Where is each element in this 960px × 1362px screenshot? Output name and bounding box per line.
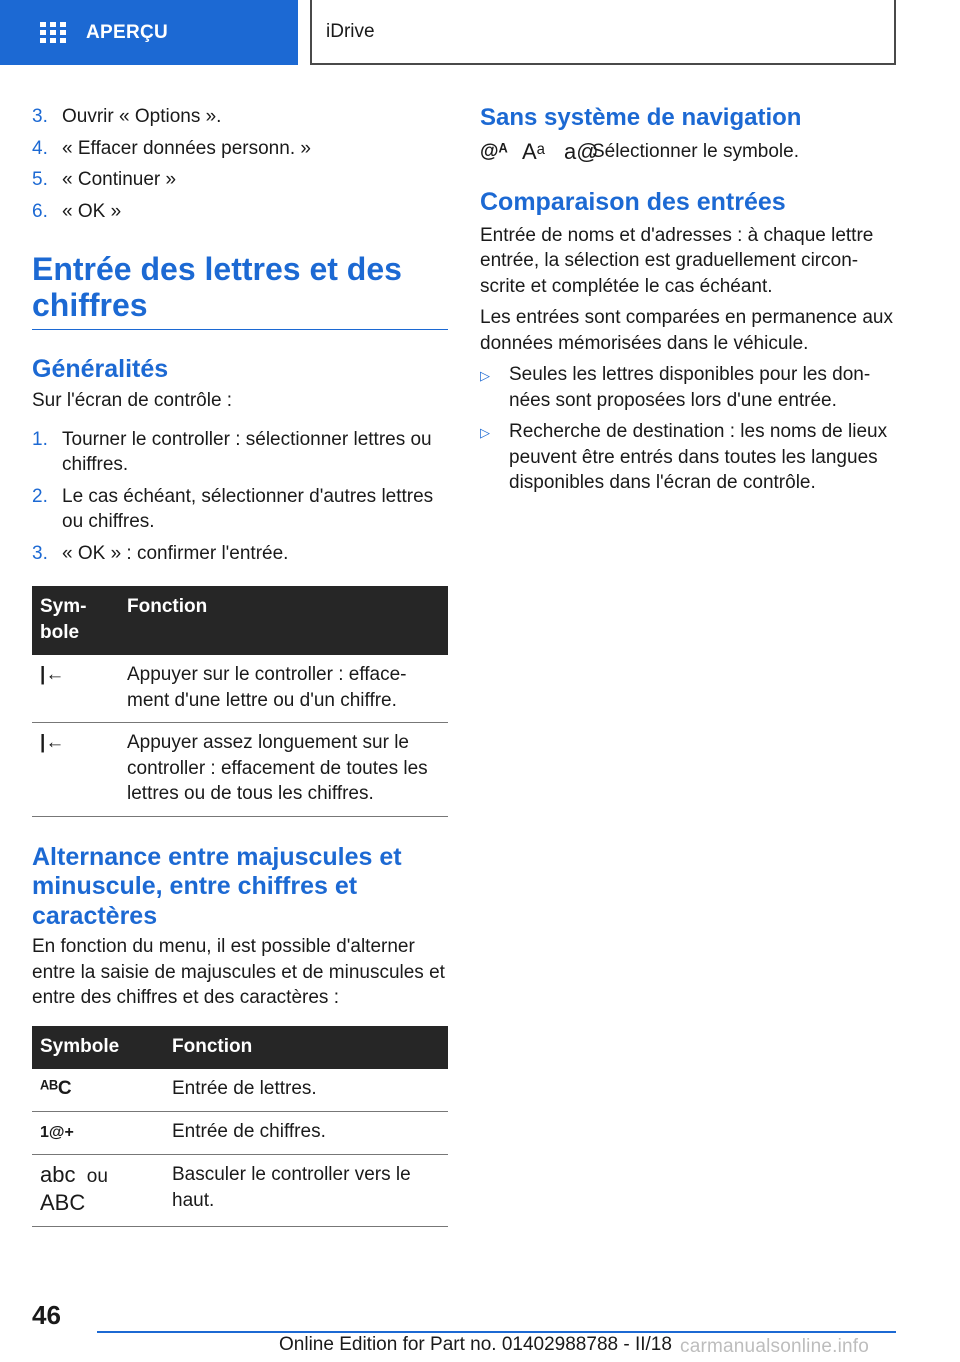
step-text: « OK » — [62, 200, 122, 222]
footer-edition: Online Edition for Part no. 01402988788 - II/18 — [279, 1334, 672, 1355]
delete-symbols-table — [32, 586, 448, 817]
list-item — [32, 427, 448, 478]
list-item — [32, 484, 448, 535]
or-text: ou — [86, 1166, 108, 1187]
step-number: 6. — [32, 200, 48, 222]
table-header-row — [32, 1026, 448, 1070]
header-text: bole — [40, 621, 80, 643]
table-row — [32, 1069, 448, 1111]
general-heading: Généralités — [32, 355, 169, 383]
alternance-text: En fonction du menu, il est possible d'alterner entre la saisie de majuscules et de minuscules et entre des chiffres et des caractères : — [32, 936, 445, 1008]
uppercase-icon: ABC — [40, 1189, 86, 1215]
table-row — [32, 655, 448, 723]
table-header-function: Fonction — [119, 586, 448, 655]
table-cell-symbol — [32, 1069, 164, 1111]
backspace-icon: |← — [40, 664, 65, 685]
table-row — [32, 1155, 448, 1227]
bullet-text: Recherche de destination : les noms de lieux peuvent être entrés dans toutes les langues disponibles dans l'écran de contrôle. — [509, 421, 888, 493]
watermark: carmanualsonline.info — [680, 1336, 870, 1357]
bullet-text: Seules les lettres disponibles pour les don-nées sont proposées lors d'une entrée. — [509, 364, 871, 411]
general-intro: Sur l'écran de contrôle : — [32, 390, 233, 411]
table-header-row — [32, 586, 448, 655]
comparison-heading: Comparaison des entrées — [480, 187, 786, 216]
step-number: 3. — [32, 106, 48, 127]
general-steps-list — [32, 427, 448, 567]
table-header-symbol: Symbole — [32, 1026, 164, 1070]
nav-symbols-row — [480, 139, 898, 165]
left-column — [32, 100, 448, 1227]
header-text: Sym- — [40, 596, 87, 617]
step-text: Ouvrir « Options ». — [62, 106, 222, 127]
main-heading — [32, 251, 448, 330]
case-symbols-table — [32, 1026, 448, 1228]
steps-top-list — [32, 104, 448, 224]
grid-icon — [40, 22, 66, 44]
nav-heading: Sans système de navigation — [480, 104, 802, 131]
table-header-function: Fonction — [164, 1026, 448, 1070]
triangle-bullet-icon: ▷ — [480, 425, 490, 440]
table-cell-symbol — [32, 1155, 164, 1227]
step-number: 4. — [32, 137, 48, 159]
step-number: 2. — [32, 485, 48, 507]
list-item — [32, 541, 448, 567]
right-column — [480, 100, 898, 496]
overview-tab[interactable] — [0, 0, 298, 65]
alternance-heading: Alternance entre majuscules et minuscule, entre chiffres et caractères — [32, 842, 402, 930]
table-header-symbol — [32, 586, 119, 655]
digits-icon: 1@+ — [40, 1123, 74, 1141]
main-heading-line: Entrée des lettres et des — [32, 251, 402, 287]
nav-text: Sélectionner le symbole. — [592, 141, 799, 162]
letters-icon: ᴬᴮC — [40, 1078, 72, 1099]
table-cell-function: Appuyer sur le controller : efface-ment d'une lettre ou d'un chiffre. — [119, 655, 448, 723]
table-cell-function: Appuyer assez longuement sur le controller : effacement de toutes les lettres ou de tous les chiffres. — [119, 723, 448, 817]
lowercase-icon: abc — [40, 1162, 76, 1187]
comparison-paragraph: Les entrées sont comparées en permanence aux données mémorisées dans le véhicule. — [480, 307, 893, 354]
table-cell-function: Entrée de chiffres. — [164, 1111, 448, 1155]
table-cell-function: Basculer le controller vers le haut. — [164, 1155, 448, 1227]
main-heading-line: chiffres — [32, 287, 148, 323]
page-number: 46 — [32, 1300, 61, 1330]
step-number: 1. — [32, 428, 48, 450]
uppercase-a-icon: Aᵃ — [522, 139, 545, 164]
step-text: « Continuer » — [62, 169, 177, 190]
backspace-icon: |← — [40, 732, 65, 753]
footer-divider — [97, 1331, 896, 1333]
overview-tab-label: APERÇU — [86, 21, 169, 43]
list-item — [32, 167, 448, 193]
comparison-bullets — [480, 362, 898, 496]
table-row — [32, 723, 448, 817]
table-cell-symbol — [32, 723, 119, 817]
list-item — [480, 419, 898, 496]
step-number: 5. — [32, 169, 48, 190]
step-text: « OK » : confirmer l'entrée. — [62, 542, 289, 564]
table-cell-symbol — [32, 1111, 164, 1155]
step-text: Tourner le controller : sélectionner lettres ou chiffres. — [62, 428, 432, 475]
list-item — [32, 199, 448, 225]
lowercase-a-icon: a@ — [564, 139, 599, 164]
step-text: Le cas échéant, sélectionner d'autres lettres ou chiffres. — [62, 485, 434, 532]
table-cell-function: Entrée de lettres. — [164, 1069, 448, 1111]
section-title: iDrive — [310, 0, 896, 65]
list-item — [32, 136, 448, 162]
step-number: 3. — [32, 542, 48, 564]
step-text: « Effacer données personn. » — [62, 137, 311, 159]
table-cell-symbol — [32, 655, 119, 723]
triangle-bullet-icon: ▷ — [480, 368, 490, 383]
at-symbol-icon: @ᴬ — [480, 141, 508, 162]
table-row — [32, 1111, 448, 1155]
list-item — [480, 362, 898, 413]
comparison-paragraph: Entrée de noms et d'adresses : à chaque lettre entrée, la sélection est graduellement circon-scrite et complétée le cas échéant. — [480, 224, 874, 297]
list-item — [32, 104, 448, 130]
